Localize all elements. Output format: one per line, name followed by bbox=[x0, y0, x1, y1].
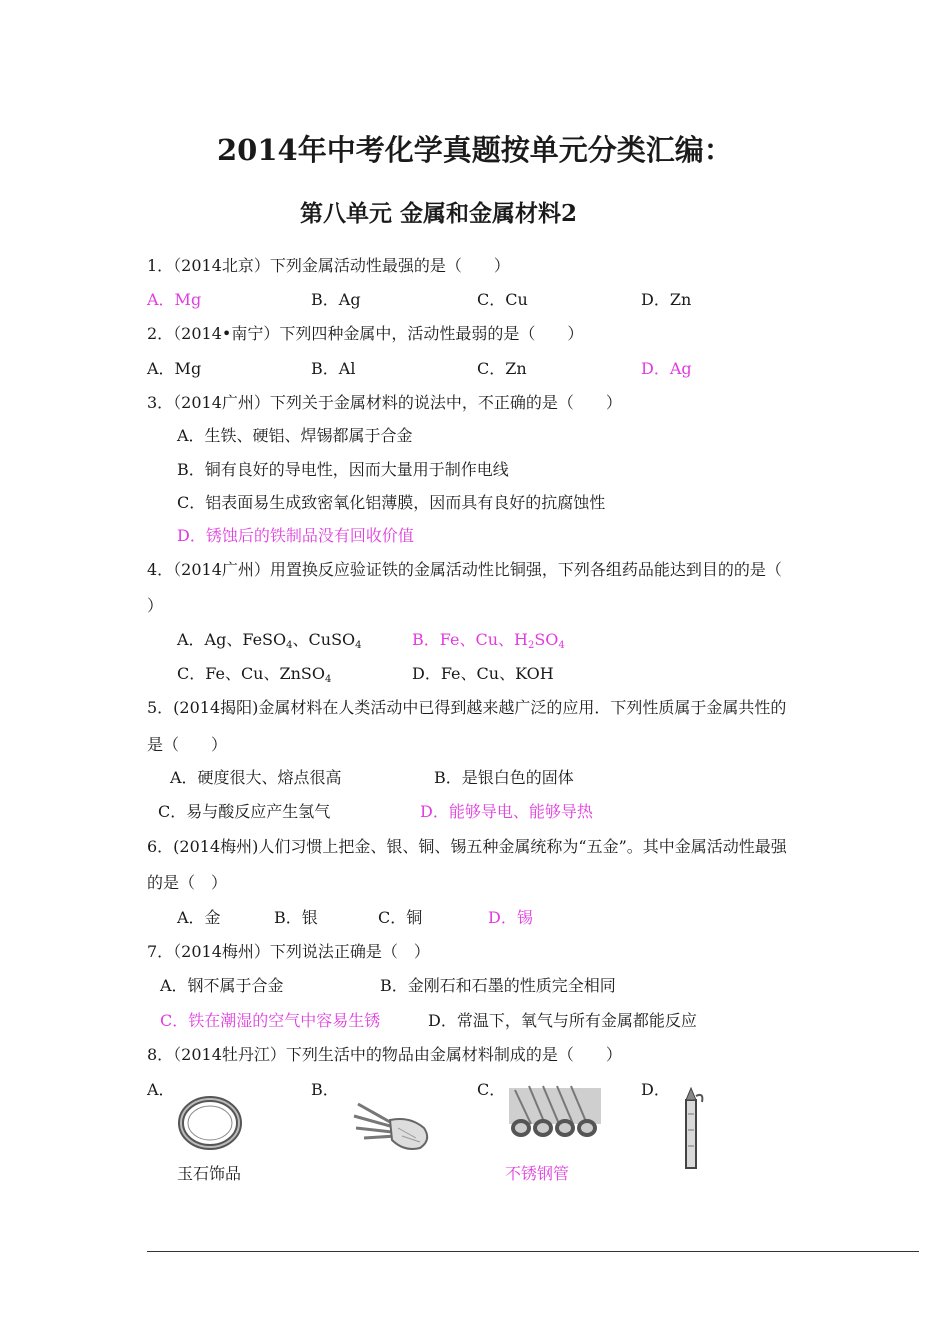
q6-stem-end: 的是（ ） bbox=[147, 873, 228, 892]
q4-stem: 4．（2014广州）用置换反应验证铁的金属活动性比铜强，下列各组药品能达到目的的是（ bbox=[147, 560, 782, 579]
q1-option-c: C．Cu bbox=[477, 290, 528, 309]
q8-option-a: A． bbox=[147, 1080, 175, 1099]
q1-stem: 1．（2014北京）下列金属活动性最强的是（ ） bbox=[147, 256, 510, 275]
q5-stem: 5．(2014揭阳)金属材料在人类活动中已得到越来越广泛的应用．下列性质属于金属共性的 bbox=[147, 698, 787, 717]
page-title: 2014年中考化学真题按单元分类汇编： bbox=[217, 133, 733, 167]
q6-option-a: A．金 bbox=[177, 908, 221, 927]
q8-stem: 8．（2014牡丹江）下列生活中的物品由金属材料制成的是（ ） bbox=[147, 1045, 622, 1064]
q7-option-c: C．铁在潮湿的空气中容易生锈 bbox=[160, 1011, 381, 1030]
jade-ring-image bbox=[176, 1092, 244, 1154]
footer-divider bbox=[147, 1251, 919, 1252]
page-subtitle: 第八单元 金属和金属材料2 bbox=[300, 200, 578, 227]
steel-pipes-image bbox=[505, 1080, 605, 1144]
q2-option-d: D．Ag bbox=[641, 359, 692, 378]
q5-option-d: D．能够导电、能够导热 bbox=[420, 802, 593, 821]
q3-stem: 3．（2014广州）下列关于金属材料的说法中，不正确的是（ ） bbox=[147, 393, 622, 412]
q7-stem: 7．（2014梅州）下列说法正确是（ ） bbox=[147, 942, 430, 961]
q4-stem-end: ） bbox=[147, 596, 164, 615]
q5-option-c: C．易与酸反应产生氢气 bbox=[158, 802, 331, 821]
q3-option-c: C．铝表面易生成致密氧化铝薄膜，因而具有良好的抗腐蚀性 bbox=[177, 493, 606, 512]
q8-option-c: C． bbox=[477, 1080, 506, 1099]
q1-option-d: D．Zn bbox=[641, 290, 692, 309]
q2-option-b: B．Al bbox=[311, 359, 356, 378]
q1-option-b: B．Ag bbox=[311, 290, 361, 309]
wooden-stick-image bbox=[672, 1084, 712, 1170]
q2-option-a: A．Mg bbox=[147, 359, 202, 378]
q5-stem-end: 是（ ） bbox=[147, 735, 228, 754]
q7-option-d: D．常温下，氧气与所有金属都能反应 bbox=[428, 1011, 697, 1030]
q4-option-b: B．Fe、Cu、$H_2SO_4$ bbox=[412, 630, 565, 651]
q7-option-b: B．金刚石和石墨的性质完全相同 bbox=[380, 976, 616, 995]
glove-image bbox=[350, 1094, 436, 1154]
q2-stem: 2．（2014•南宁）下列四种金属中，活动性最弱的是（ ） bbox=[147, 324, 584, 343]
q1-option-a: A．Mg bbox=[147, 290, 202, 309]
q7-option-a: A．钢不属于合金 bbox=[160, 976, 284, 995]
q8-caption-c: 不锈钢管 bbox=[505, 1164, 570, 1183]
q8-caption-a: 玉石饰品 bbox=[177, 1164, 242, 1183]
q6-stem: 6．(2014梅州)人们习惯上把金、银、铜、锡五种金属统称为“五金”。其中金属活动性最强 bbox=[147, 837, 787, 856]
q4-option-c: C．Fe、Cu、ZnSO$_4$ bbox=[177, 664, 332, 685]
q3-option-b: B．铜有良好的导电性，因而大量用于制作电线 bbox=[177, 460, 509, 479]
q5-option-b: B．是银白色的固体 bbox=[434, 768, 574, 787]
q4-option-a: A．Ag、FeSO$_4$、CuSO$_4$ bbox=[177, 630, 362, 651]
q4-option-d: D．Fe、Cu、KOH bbox=[412, 664, 554, 683]
q8-option-d: D． bbox=[641, 1080, 670, 1099]
q5-option-a: A．硬度很大、熔点很高 bbox=[170, 768, 342, 787]
q6-option-d: D．锡 bbox=[488, 908, 533, 927]
q3-option-a: A．生铁、硬铝、焊锡都属于合金 bbox=[177, 426, 413, 445]
q6-option-c: C．铜 bbox=[378, 908, 423, 927]
q8-option-b: B． bbox=[311, 1080, 339, 1099]
q3-option-d: D．锈蚀后的铁制品没有回收价值 bbox=[177, 526, 414, 545]
q2-option-c: C．Zn bbox=[477, 359, 527, 378]
q6-option-b: B．银 bbox=[274, 908, 318, 927]
